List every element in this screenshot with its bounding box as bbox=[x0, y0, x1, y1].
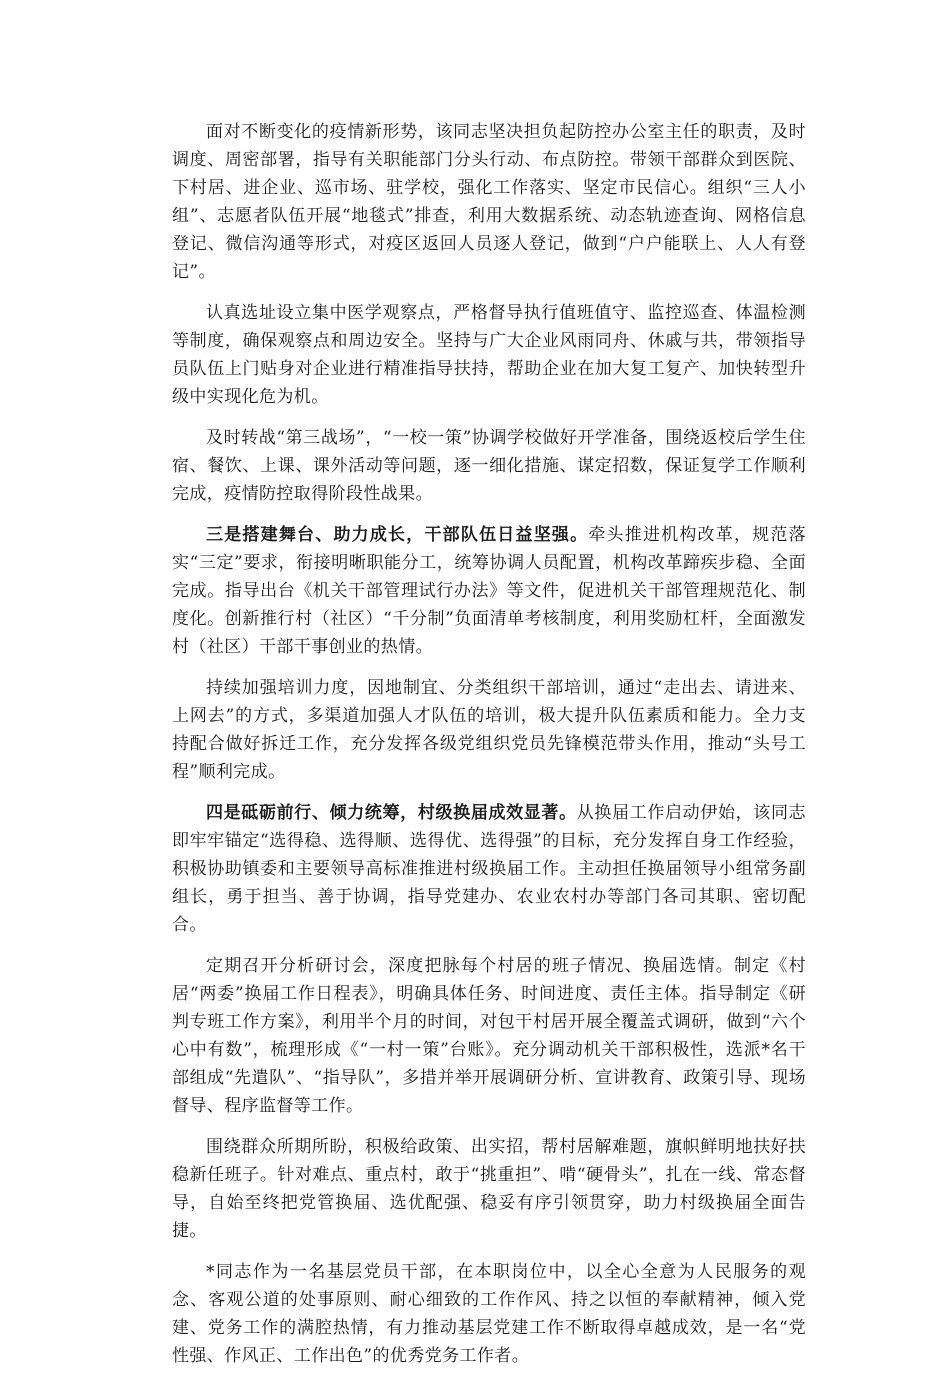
paragraph-lead: 四是砥砺前行、倾力统筹，村级换届成效显著。 bbox=[206, 803, 577, 823]
paragraph-text: 牵头推进机构改革，规范落实“三定”要求，衔接明晰职能分工，统筹协调人员配置，机构改革蹄疾步稳、全面完成。指导出台《机关干部管理试行办法》等文件，促进机关干部管理规范化、制度化。创新推行村（社区）“千分制”负面清单考核制度，利用奖励杠杆，全面激发村（社区）干部干事创业的热情。 bbox=[172, 525, 806, 657]
paragraph-public-expectations bbox=[172, 1133, 806, 1245]
paragraph-text: *同志作为一名基层党员干部，在本职岗位中，以全心全意为人民服务的观念、客观公道的处事原则、耐心细致的工作作风、持之以恒的奉献精神，倾入党建、党务工作的满腔热情，有力推动基层党建工作不断取得卓越成效，是一名“党性强、作风正、工作出色”的优秀党务工作者。 bbox=[172, 1262, 806, 1366]
paragraph-training bbox=[172, 674, 806, 786]
paragraph-school-reopening bbox=[172, 424, 806, 508]
paragraph-conclusion bbox=[172, 1258, 806, 1370]
paragraph-text: 围绕群众所期所盼，积极给政策、出实招，帮村居解难题，旗帜鲜明地扶好扶稳新任班子。针对难点、重点村，敢于“挑重担”、啃“硬骨头”，扎在一线、常态督导，自始至终把党管换届、选优配强、稳妥有序引领贯穿，助力村级换届全面告捷。 bbox=[172, 1137, 806, 1241]
paragraph-text: 持续加强培训力度，因地制宜、分类组织干部培训，通过“走出去、请进来、上网去”的方式，多渠道加强人才队伍的培训，极大提升队伍素质和能力。全力支持配合做好拆迁工作，充分发挥各级党组织党员先锋模范带头作用，推动“头号工程”顺利完成。 bbox=[172, 678, 806, 782]
paragraph-cadre-team bbox=[172, 521, 806, 661]
paragraph-text: 面对不断变化的疫情新形势，该同志坚决担负起防控办公室主任的职责，及时调度、周密部署，指导有关职能部门分头行动、布点防控。带领干部群众到医院、下村居、进企业、巡市场、驻学校，强化工作落实、坚定市民信心。组织“三人小组”、志愿者队伍开展“地毯式”排查，利用大数据系统、动态轨迹查询、网格信息登记、微信沟通等形式，对疫区返回人员逐人登记，做到“户户能联上、人人有登记”。 bbox=[172, 122, 806, 282]
paragraph-village-election bbox=[172, 799, 806, 939]
paragraph-text: 认真选址设立集中医学观察点，严格督导执行值班值守、监控巡查、体温检测等制度，确保观察点和周边安全。坚持与广大企业风雨同舟、休戚与共，带领指导员队伍上门贴身对企业进行精准指导扶持，帮助企业在加大复工复产、加快转型升级中实现化危为机。 bbox=[172, 303, 806, 407]
paragraph-text: 从换届工作启动伊始，该同志即牢牢锚定“选得稳、选得顺、选得优、选得强”的目标，充分发挥自身工作经验，积极协助镇委和主要领导高标准推进村级换届工作。主动担任换届领导小组常务副组长，勇于担当、善于协调，指导党建办、农业农村办等部门各司其职、密切配合。 bbox=[172, 803, 807, 935]
document-body bbox=[172, 118, 806, 1383]
paragraph-text: 及时转战“第三战场”，“一校一策”协调学校做好开学准备，围绕返校后学生住宿、餐饮、上课、课外活动等问题，逐一细化措施、谋定招数，保证复学工作顺利完成，疫情防控取得阶段性战果。 bbox=[172, 428, 806, 504]
paragraph-text: 定期召开分析研讨会，深度把脉每个村居的班子情况、换届选情。制定《村居“两委”换届工作日程表》，明确具体任务、时间进度、责任主体。指导制定《研判专班工作方案》，利用半个月的时间，对包干村居开展全覆盖式调研，做到“六个心中有数”，梳理形成《“一村一策”台账》。充分调动机关干部积极性，选派*名干部组成“先遣队”、“指导队”，多措并举开展调研分析、宣讲教育、政策引导、现场督导、程序监督等工作。 bbox=[172, 956, 806, 1116]
paragraph-observation-points bbox=[172, 299, 806, 411]
paragraph-lead: 三是搭建舞台、助力成长，干部队伍日益坚强。 bbox=[206, 525, 589, 545]
paragraph-epidemic-command bbox=[172, 118, 806, 286]
paragraph-analysis-meetings bbox=[172, 952, 806, 1120]
